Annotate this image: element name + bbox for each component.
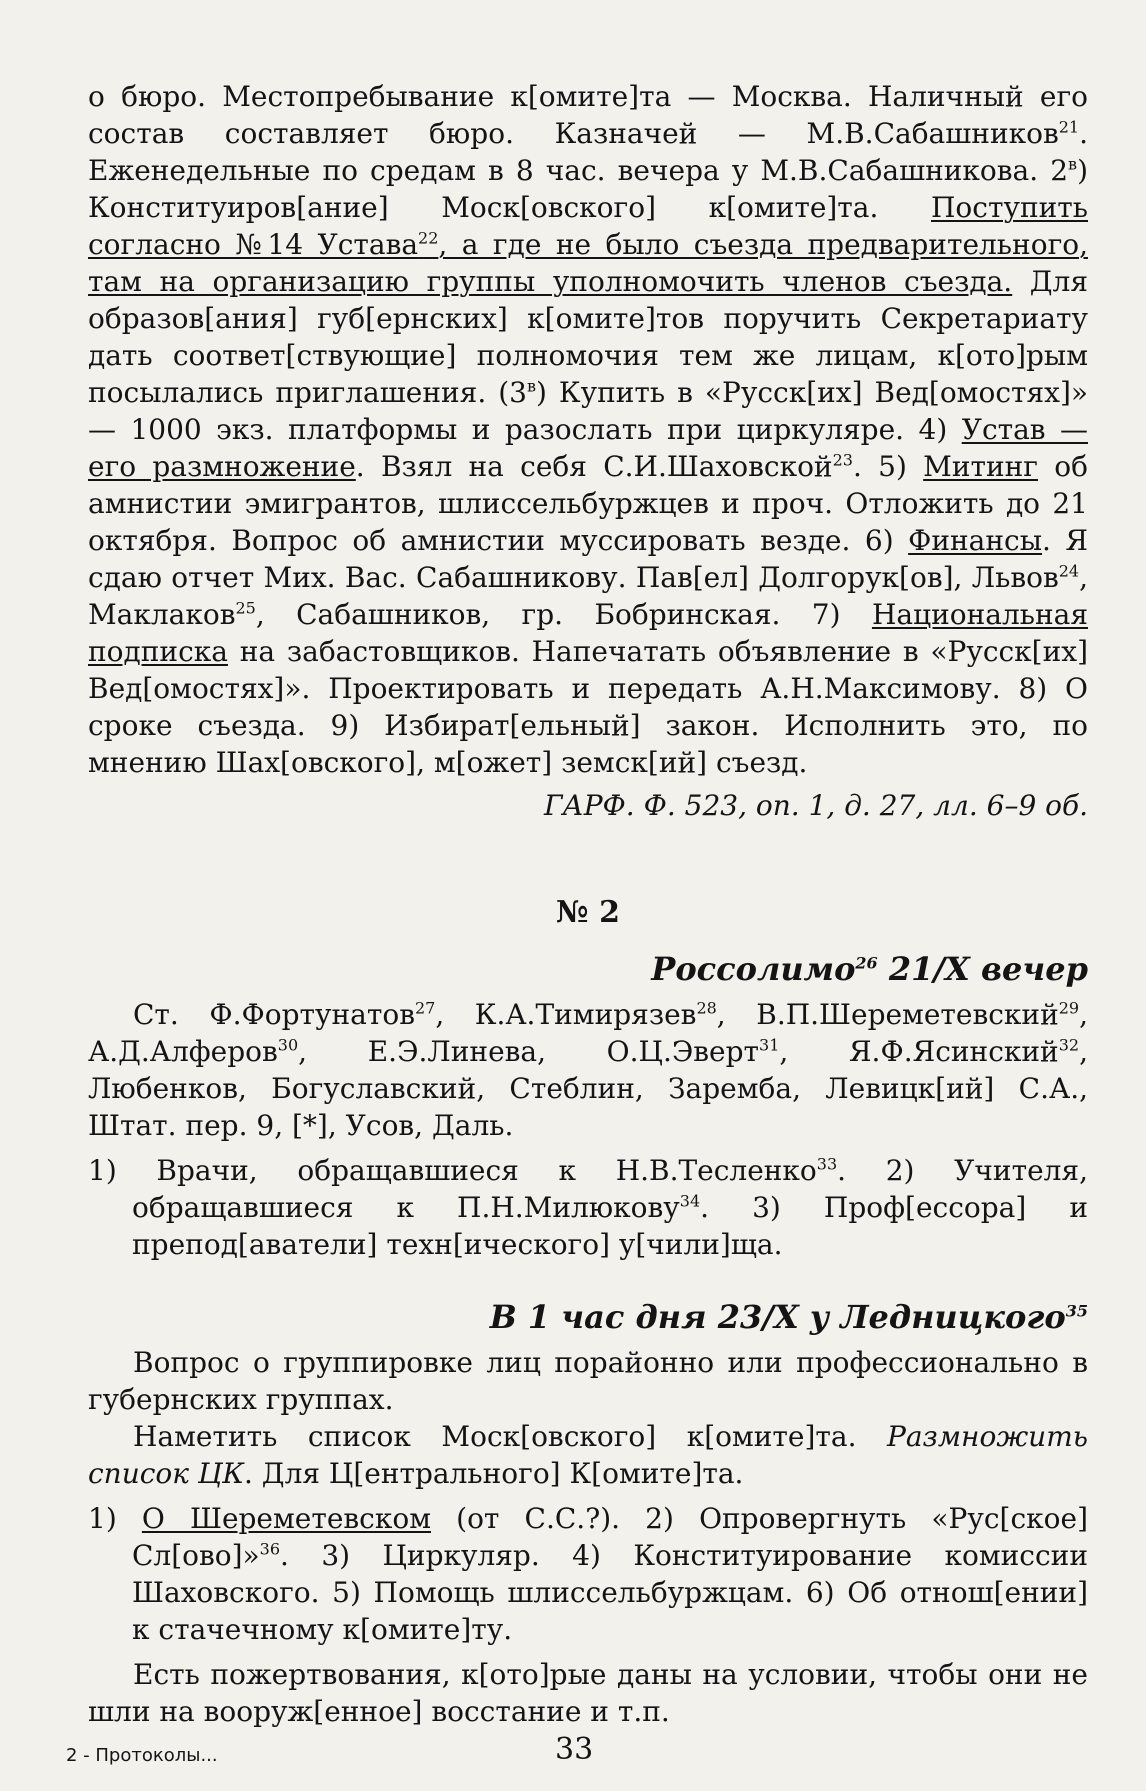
text: . Я сдаю отчет Мих. Вас. Сабашникову. Пав[ел] Долгорук[ов], Львов	[88, 524, 1088, 594]
text: , Маклаков	[88, 561, 1088, 631]
document-number: № 2	[556, 895, 620, 930]
section-heading	[88, 1299, 1088, 1336]
footnote-ref: в	[1068, 154, 1078, 174]
text: , К.А.Тимирязев	[435, 998, 697, 1031]
text: 1)	[88, 1502, 142, 1535]
text: , Е.Э.Линева, О.Ц.Эверт	[298, 1035, 760, 1068]
footnote-ref[interactable]: 29	[1058, 998, 1080, 1018]
footnote-ref[interactable]: 21	[1058, 117, 1080, 137]
footer-caption: 2 - Протоколы...	[66, 1745, 218, 1766]
text: . 5)	[852, 450, 924, 483]
text: , Сабашников, гр. Бобринская. 7)	[255, 598, 872, 631]
footnote-ref[interactable]: 30	[277, 1035, 299, 1055]
underlined-text: Митинг	[923, 450, 1038, 483]
footnote-ref[interactable]: 25	[235, 598, 256, 618]
text: В 1 час дня 23/X у Ледницкого	[489, 1298, 1066, 1336]
text: 1) Врачи, обращавшиеся к Н.В.Тесленко	[88, 1154, 817, 1187]
text: Россолимо	[651, 950, 856, 988]
footnote-ref[interactable]: 36	[259, 1539, 281, 1559]
text: Ст. Ф.Фортунатов	[133, 998, 415, 1031]
paragraph-donations: Есть пожертвования, к[ото]рые даны на условии, чтобы они не шли на вооруж[енное] восстание и т.п.	[88, 1658, 1088, 1728]
footnote-ref[interactable]: 27	[414, 998, 436, 1018]
text: , В.П.Шереметевский	[716, 998, 1059, 1031]
underlined-text: Устав — его размножение	[88, 413, 1089, 483]
text: . Взял на себя С.И.Шаховской	[355, 450, 833, 483]
footnote-ref[interactable]: 22	[418, 228, 439, 248]
footnote-ref[interactable]: 28	[696, 998, 717, 1018]
document-body	[88, 78, 1088, 1730]
text: ) Купить в «Русск[их] Вед[омостях]» — 1000 экз. платформы и разослать при циркуляре. 4)	[88, 376, 1088, 446]
text: , Я.Ф.Ясинский	[779, 1035, 1059, 1068]
text: о бюро. Местопребывание к[омите]та — Москва. Наличный его состав составляет бюро. Казначей — М.В.Сабашников	[88, 80, 1088, 150]
footnote-ref[interactable]: 26	[855, 953, 878, 973]
footnote-ref[interactable]: 34	[679, 1191, 701, 1211]
text: об амнистии эмигрантов, шлиссельбуржцев и проч. Отложить до 21 октября. Вопрос об амнистии муссировать везде. 6)	[88, 450, 1088, 557]
archive-source: ГАРФ. Ф. 523, оп. 1, д. 27, лл. 6–9 об.	[543, 789, 1088, 822]
paragraph-grouping: Вопрос о группировке лиц порайонно или профессионально в губернских группах.	[88, 1346, 1088, 1416]
footnote-ref[interactable]: 35	[1065, 1301, 1088, 1321]
paragraph-list	[88, 1418, 1088, 1492]
text: . 3) Циркуляр. 4) Конституирование комиссии Шаховского. 5) Помощь шлиссельбуржцам. 6) Об отнош[ении] к стачечному к[омите]ту.	[132, 1539, 1088, 1646]
paragraph-doc1	[88, 78, 1088, 781]
text: , Любенков, Богуславский, Стеблин, Заремба, Левицк[ий] С.А., Штат. пер. 9, [*], Усов, Даль.	[88, 1035, 1088, 1142]
text: , А.Д.Алферов	[88, 998, 1089, 1068]
text: . 3) Проф[ессора] и препод[аватели] техн[ического] у[чили]ща.	[132, 1191, 1088, 1261]
text: Наметить список Моск[овского] к[омите]та.	[133, 1420, 888, 1453]
footnote-ref[interactable]: 32	[1058, 1035, 1080, 1055]
text: , а где не было съезда предварительного, там на организацию группы уполномочить членов съезда.	[88, 228, 1088, 298]
document-heading	[88, 951, 1088, 988]
underlined-text: Финансы	[908, 524, 1042, 557]
footnote-ref[interactable]: 24	[1058, 561, 1080, 581]
footnote-ref: в	[526, 376, 536, 396]
footnote-ref[interactable]: 33	[816, 1154, 838, 1174]
footnote-ref[interactable]: 23	[832, 450, 853, 470]
agenda-items	[88, 1500, 1088, 1648]
attendees-list	[88, 996, 1088, 1144]
text: на забастовщиков. Напечатать объявление в «Русск[их] Вед[омостях]». Проектировать и передать А.Н.Максимову. 8) О сроке съезда. 9) Избират[ельный] закон. Исполнить это, по мнению Шах[овского], м[ожет] земск[ий] съезд.	[88, 635, 1088, 779]
italic-text: Размножить список ЦК	[88, 1420, 1088, 1490]
text: . 2) Учителя, обращавшиеся к П.Н.Милюкову	[132, 1154, 1088, 1224]
text: Для образов[ания] губ[ернских] к[омите]тов поручить Секретариату дать соответ[ствующие] полномочия тем же лицам, к[ото]рым посылались приглашения. (3	[88, 265, 1088, 409]
text: . Для Ц[ентрального] К[омите]та.	[244, 1457, 744, 1490]
text: Поступить согласно №14 Устава	[88, 191, 1088, 261]
underlined-text: Национальная подписка	[88, 598, 1088, 668]
text: . Еженедельные по средам в 8 час. вечера у М.В.Сабашникова. 2	[88, 117, 1088, 187]
numbered-items	[88, 1152, 1088, 1263]
footnote-ref[interactable]: 31	[759, 1035, 780, 1055]
page-number: 33	[555, 1732, 594, 1767]
text: ) Конституиров[ание] Моск[овского] к[омите]та.	[88, 154, 1088, 224]
text: (от С.С.?). 2) Опровергнуть «Рус[ское] Сл[ово]»	[132, 1502, 1088, 1572]
underlined-text: О Шереметевском	[141, 1502, 431, 1535]
text: 21/X вечер	[877, 950, 1088, 988]
